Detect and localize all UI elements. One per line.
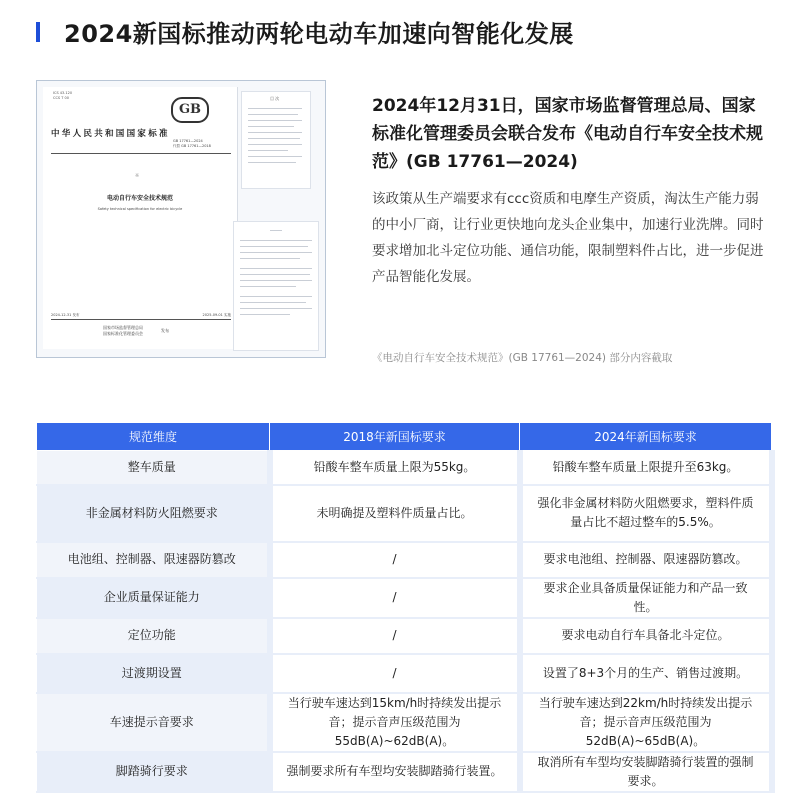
policy-description: 该政策从生产端要求有ccc资质和电摩生产资质，淘汰生产能力弱的中小厂商，让行业更快地向龙头企业集中，加速行业洗牌。同时要求增加北斗定位功能、通信功能，限制塑料件占比，进一步促进产品智能化发展。 bbox=[372, 191, 764, 285]
dimension-cell: 车速提示音要求 bbox=[37, 693, 270, 752]
table-row bbox=[37, 485, 772, 542]
requirement-2018-cell: / bbox=[270, 618, 520, 654]
contents-page: 目 次 bbox=[241, 91, 311, 189]
inner-page bbox=[233, 221, 319, 351]
table-row bbox=[37, 654, 772, 693]
table-row bbox=[37, 618, 772, 654]
requirement-2024-cell: 设置了8+3个月的生产、销售过渡期。 bbox=[520, 654, 772, 693]
dimension-cell: 过渡期设置 bbox=[37, 654, 270, 693]
table-row bbox=[37, 578, 772, 618]
table-row bbox=[37, 693, 772, 752]
requirement-2018-cell: 未明确提及塑料件质量占比。 bbox=[270, 485, 520, 542]
table-header-row bbox=[37, 423, 772, 451]
requirement-2024-cell: 强化非金属材料防火阻燃要求，塑料件质量占比不超过整车的5.5%。 bbox=[520, 485, 772, 542]
requirement-2018-cell: 铅酸车整车质量上限为55kg。 bbox=[270, 451, 520, 485]
requirement-2018-cell: / bbox=[270, 542, 520, 578]
image-caption: 《电动自行车安全技术规范》(GB 17761—2024) 部分内容截取 bbox=[372, 352, 673, 364]
requirement-2024-cell: 要求电池组、控制器、限速器防篡改。 bbox=[520, 542, 772, 578]
standard-document-image bbox=[36, 80, 326, 358]
document-title-cn: 电动自行车安全技术规范 bbox=[106, 195, 173, 202]
document-title-en: Safety technical specification for electric bicycle bbox=[97, 207, 183, 211]
requirement-2018-cell: 强制要求所有车型均安装脚踏骑行装置。 bbox=[270, 752, 520, 792]
national-standard-heading: 中华人民共和国国家标准 bbox=[51, 129, 170, 139]
dimension-cell: 企业质量保证能力 bbox=[37, 578, 270, 618]
page-title: 2024新国标推动两轮电动车加速向智能化发展 bbox=[64, 20, 574, 48]
standard-number: GB 17761—2024 代替 GB 17761—2018 bbox=[173, 139, 211, 148]
column-header: 2018年新国标要求 bbox=[270, 423, 520, 451]
table-row bbox=[37, 451, 772, 485]
table-row bbox=[37, 542, 772, 578]
issued-label: 发布 bbox=[161, 328, 169, 333]
document-dates: 2024-12-31 发布 2025-09-01 实施 bbox=[51, 313, 231, 317]
requirement-2018-cell: / bbox=[270, 578, 520, 618]
dimension-cell: 非金属材料防火阻燃要求 bbox=[37, 485, 270, 542]
table-row bbox=[37, 752, 772, 792]
requirement-2024-cell: 当行驶车速达到22km/h时持续发出提示音；提示音声压级范围为52dB(A)~65dB(A)。 bbox=[520, 693, 772, 752]
requirement-2018-cell: 当行驶车速达到15km/h时持续发出提示音；提示音声压级范围为55dB(A)~62dB(A)。 bbox=[270, 693, 520, 752]
divider bbox=[51, 319, 231, 320]
classification-codes: ICS 43.120 CCS T 00 bbox=[53, 91, 73, 100]
dimension-cell: 脚踏骑行要求 bbox=[37, 752, 270, 792]
requirement-2024-cell: 取消所有车型均安装脚踏骑行装置的强制要求。 bbox=[520, 752, 772, 792]
standards-comparison-table bbox=[36, 422, 775, 793]
requirement-2024-cell: 铅酸车整车质量上限提升至63kg。 bbox=[520, 451, 772, 485]
title-accent-bar bbox=[36, 22, 40, 42]
column-header: 2024年新国标要求 bbox=[520, 423, 772, 451]
cover-mark: ※ bbox=[135, 173, 140, 179]
requirement-2024-cell: 要求企业具备质量保证能力和产品一致性。 bbox=[520, 578, 772, 618]
divider bbox=[51, 153, 231, 154]
dimension-cell: 电池组、控制器、限速器防篡改 bbox=[37, 542, 270, 578]
dimension-cell: 定位功能 bbox=[37, 618, 270, 654]
requirement-2018-cell: / bbox=[270, 654, 520, 693]
column-header: 规范维度 bbox=[37, 423, 270, 451]
document-cover-page bbox=[43, 87, 238, 349]
dimension-cell: 整车质量 bbox=[37, 451, 270, 485]
requirement-2024-cell: 要求电动自行车具备北斗定位。 bbox=[520, 618, 772, 654]
document-issuers: 国家市场监督管理总局 国家标准化管理委员会 bbox=[103, 325, 143, 336]
release-headline: 2024年12月31日，国家市场监督管理总局、国家标准化管理委员会联合发布《电动自行车安全技术规范》(GB 17761—2024) bbox=[372, 96, 763, 172]
gb-logo: GB bbox=[171, 97, 209, 123]
